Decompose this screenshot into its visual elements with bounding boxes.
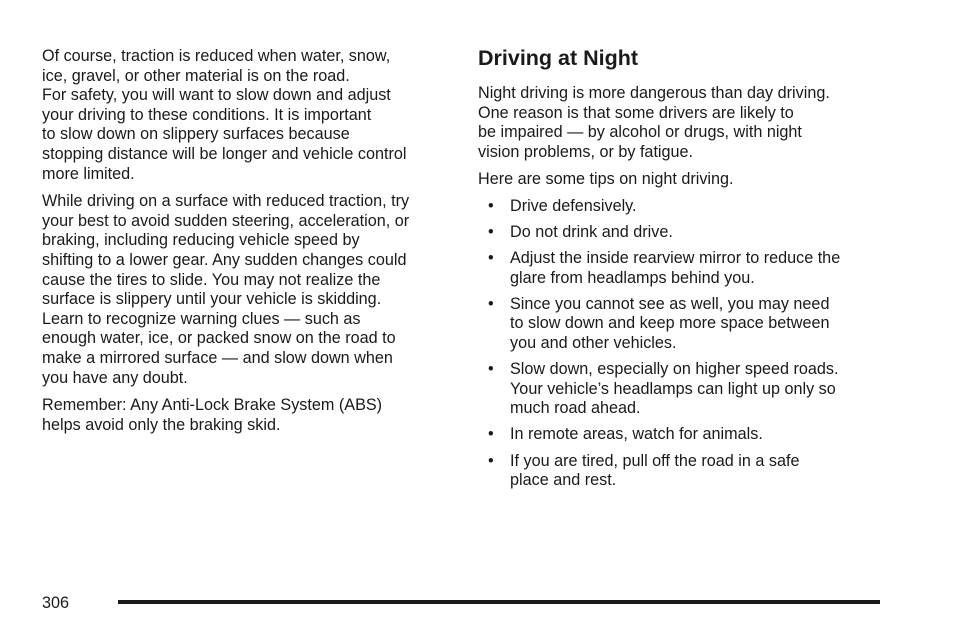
page-number: 306 <box>42 594 70 612</box>
list-item-text: In remote areas, watch for animals. <box>510 425 763 444</box>
left-column <box>42 47 452 435</box>
list-item <box>478 197 883 217</box>
list-item-text: Adjust the inside rearview mirror to reduce the glare from headlamps behind you. <box>510 249 841 287</box>
list-item <box>478 249 883 288</box>
list-item <box>478 452 883 491</box>
abs-paragraph: Remember: Any Anti-Lock Brake System (ABS) helps avoid only the braking skid. <box>42 396 383 434</box>
traction-paragraph: Of course, traction is reduced when water, snow, ice, gravel, or other material is on the road. For safety, you will want to slow down and adjust your driving to these conditions. It is important to slow down on slippery surfaces because stopping distance will be longer and vehicle control more limited. <box>42 47 407 183</box>
list-item-text: If you are tired, pull off the road in a safe place and rest. <box>510 451 800 490</box>
list-item <box>478 360 883 419</box>
bullet-icon: • <box>488 425 494 444</box>
bullet-icon: • <box>488 196 494 215</box>
footer-rule <box>118 600 880 604</box>
list-item <box>478 425 883 445</box>
night-intro-paragraph: Night driving is more dangerous than day driving. One reason is that some drivers are likely to be impaired — by alcohol or drugs, with night vision problems, or by fatigue. <box>478 84 830 161</box>
bullet-icon: • <box>488 223 494 242</box>
list-item-text: Slow down, especially on higher speed roads. Your vehicle’s headlamps can light up only so much road ahead. <box>510 360 839 418</box>
list-item-text: Drive defensively. <box>510 196 637 215</box>
list-item-text: Since you cannot see as well, you may need to slow down and keep more space between you and other vehicles. <box>510 294 830 353</box>
right-column <box>478 45 883 497</box>
reduced-traction-paragraph: While driving on a surface with reduced traction, try your best to avoid sudden steering, acceleration, or braking, including reducing vehicle speed by shifting to a lower gear. Any sudden changes could cause the tires to slide. You may not realize the surface is slippery until your vehicle is skidding. Learn to recognize warning clues — such as enough water, ice, or packed snow on the road to make a mirrored surface — and slow down when you have any doubt. <box>42 192 410 387</box>
tips-intro: Here are some tips on night driving. <box>478 170 734 189</box>
bullet-icon: • <box>488 249 494 268</box>
section-heading: Driving at Night <box>478 46 639 70</box>
bullet-icon: • <box>488 360 494 379</box>
list-item <box>478 223 883 243</box>
tips-list <box>478 197 883 491</box>
bullet-icon: • <box>488 451 494 470</box>
list-item-text: Do not drink and drive. <box>510 223 673 242</box>
bullet-icon: • <box>488 294 494 313</box>
list-item <box>478 295 883 354</box>
